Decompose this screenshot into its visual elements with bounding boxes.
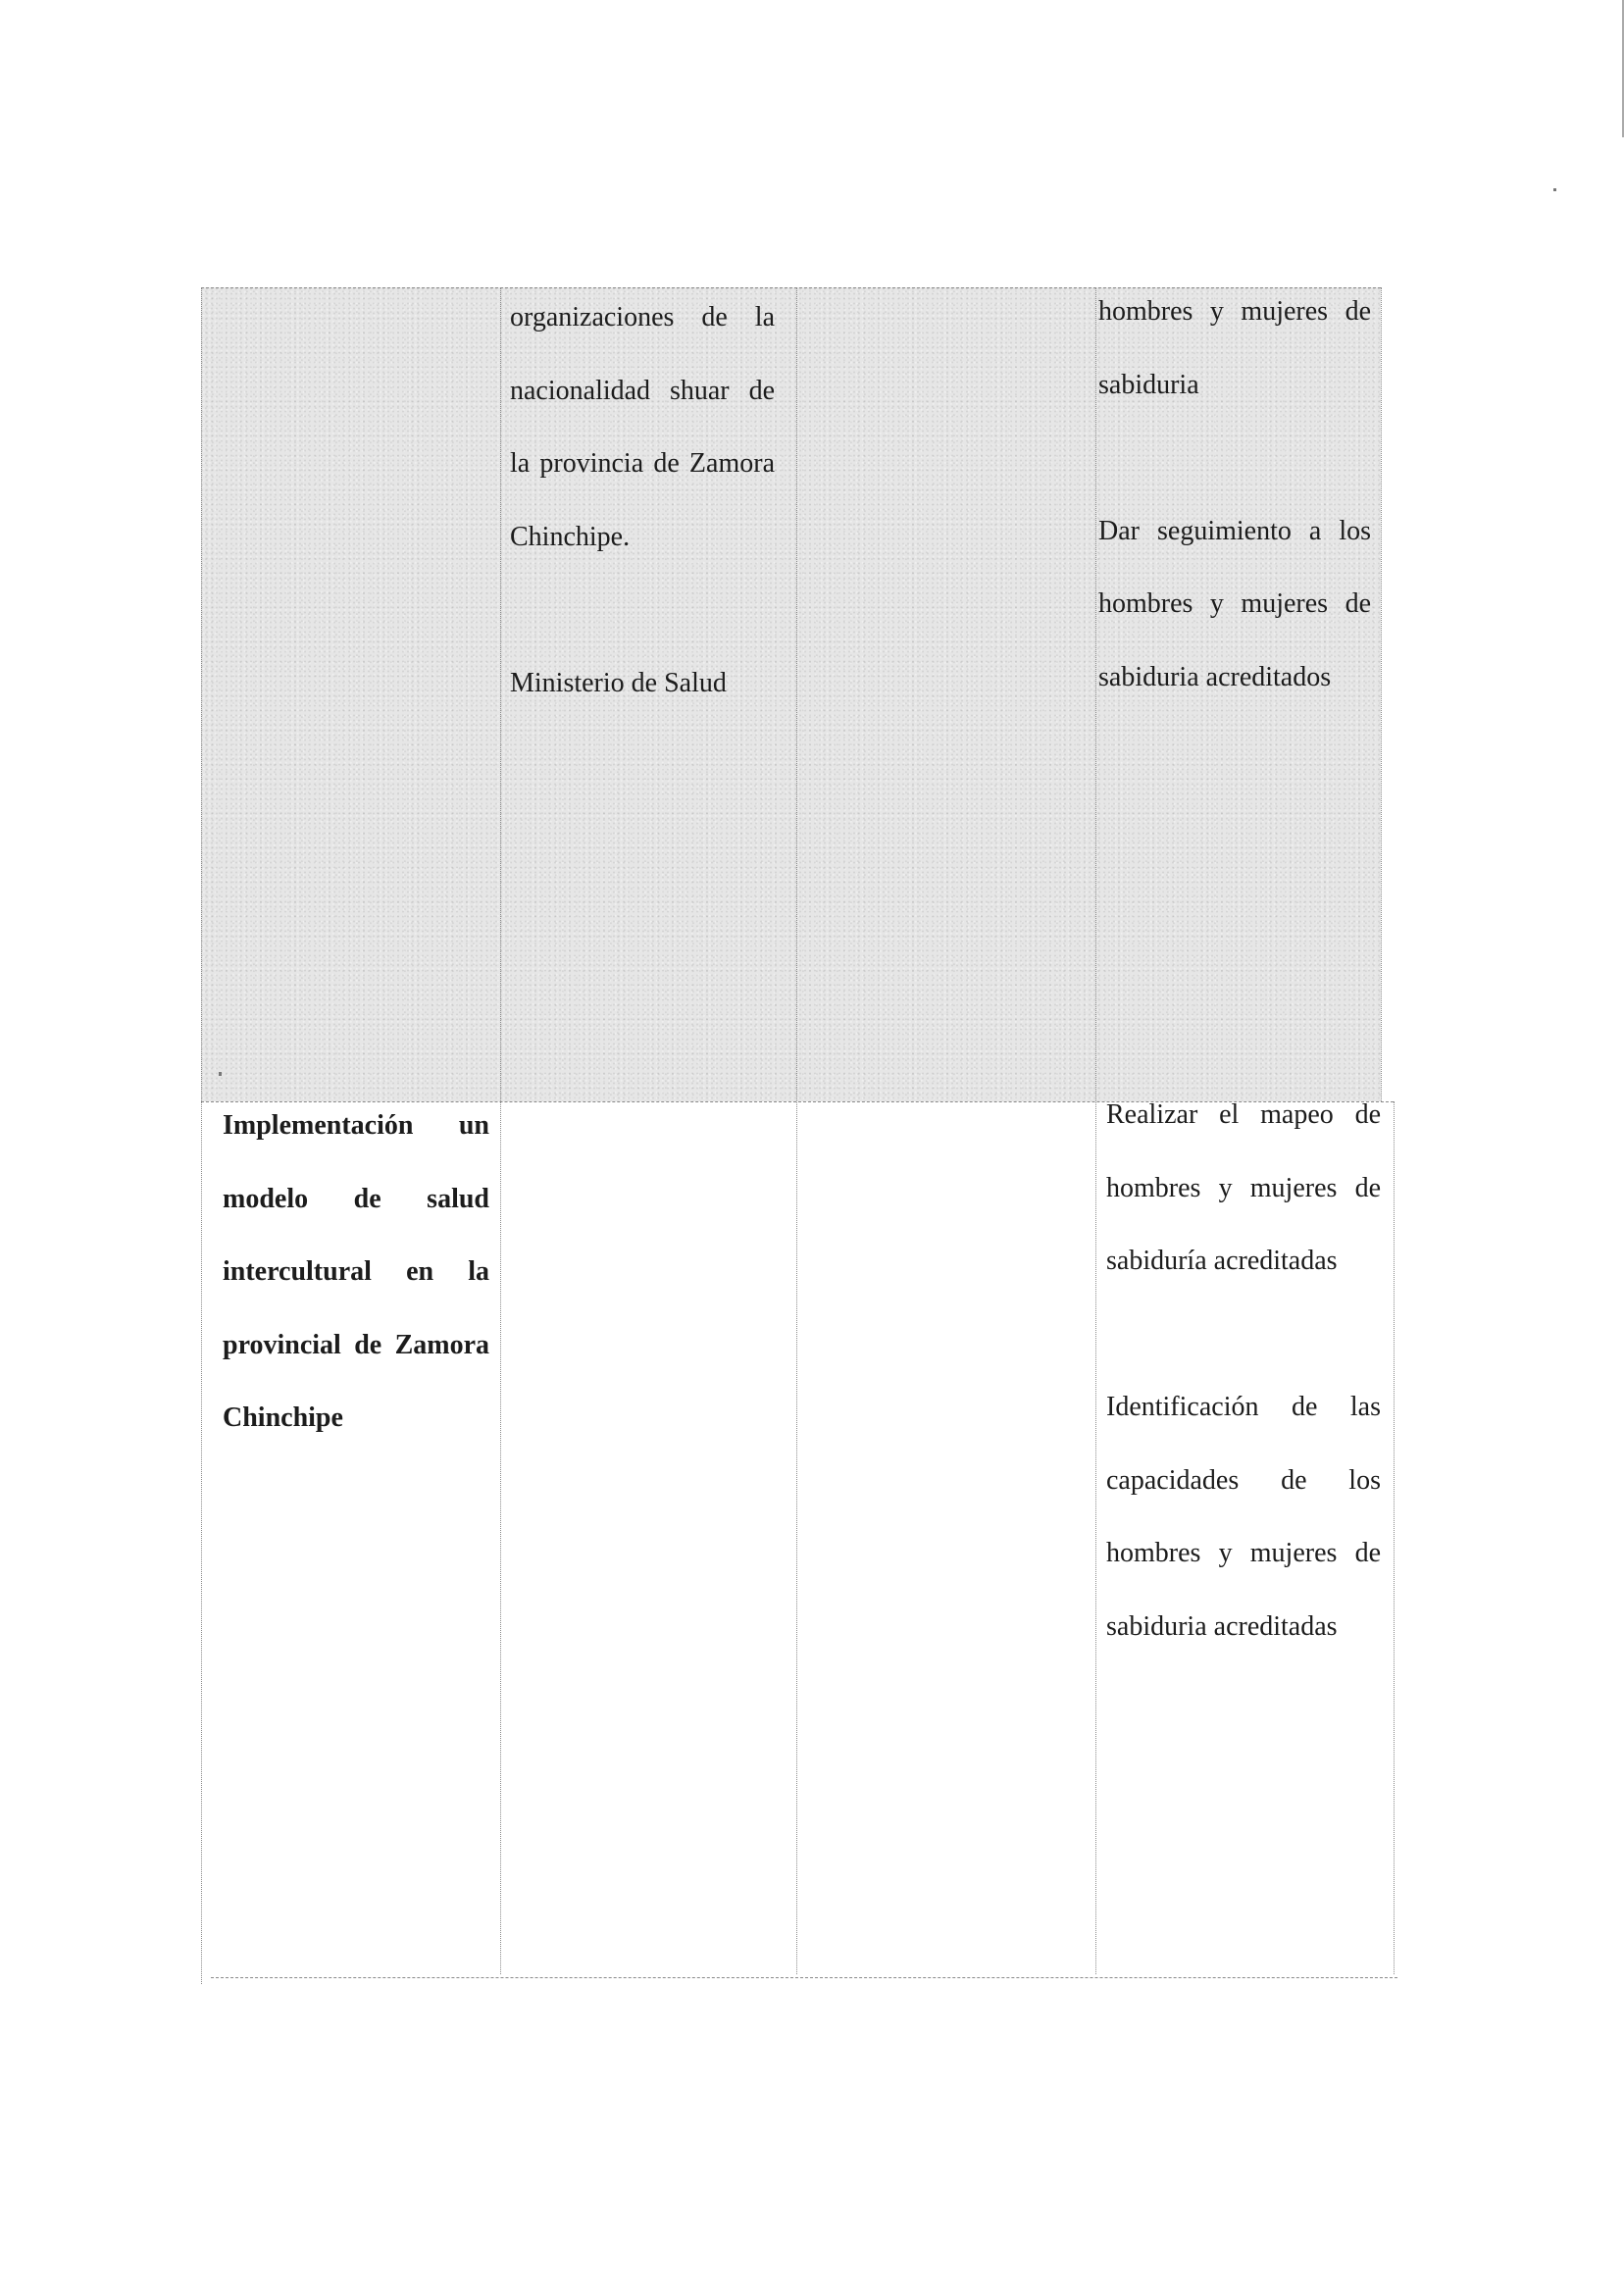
row2-col4-paragraph-2: Identificación de las capacidades de los hombres y mujeres de sabiduria acreditadas bbox=[1106, 1392, 1381, 1642]
table-column-divider-2 bbox=[796, 287, 797, 1974]
row2-col4-paragraph-1: Realizar el mapeo de hombres y mujeres de sabiduría acreditadas bbox=[1106, 1099, 1381, 1276]
scan-speck bbox=[1553, 188, 1556, 191]
row1-col2-paragraph-2: Ministerio de Salud bbox=[510, 667, 727, 698]
table-bottom-border bbox=[211, 1977, 1397, 1978]
row2-col4-cell bbox=[1106, 1079, 1381, 1663]
row2-col1-paragraph-1: Implementación un modelo de salud intercultural en la provincial de Zamora Chinchipe bbox=[223, 1110, 489, 1433]
row2-col1-cell bbox=[223, 1090, 489, 1455]
table-column-divider-1 bbox=[500, 287, 501, 1974]
row1-col4-paragraph-2: Dar seguimiento a los hombres y mujeres de sabiduria acreditados bbox=[1098, 515, 1371, 692]
row1-col2-paragraph-1: organizaciones de la nacionalidad shuar de la provincia de Zamora Chinchipe. bbox=[510, 302, 775, 552]
table-column-divider-3 bbox=[1095, 287, 1096, 1974]
row1-col4-cell bbox=[1098, 276, 1371, 714]
row1-col2-cell bbox=[510, 281, 775, 720]
table-left-border bbox=[201, 287, 202, 1984]
scan-speck bbox=[219, 1072, 222, 1076]
table-right-border-top bbox=[1381, 287, 1382, 1101]
row1-col4-paragraph-1: hombres y mujeres de sabiduria bbox=[1098, 296, 1371, 400]
table-right-border-bottom bbox=[1394, 1101, 1395, 1974]
